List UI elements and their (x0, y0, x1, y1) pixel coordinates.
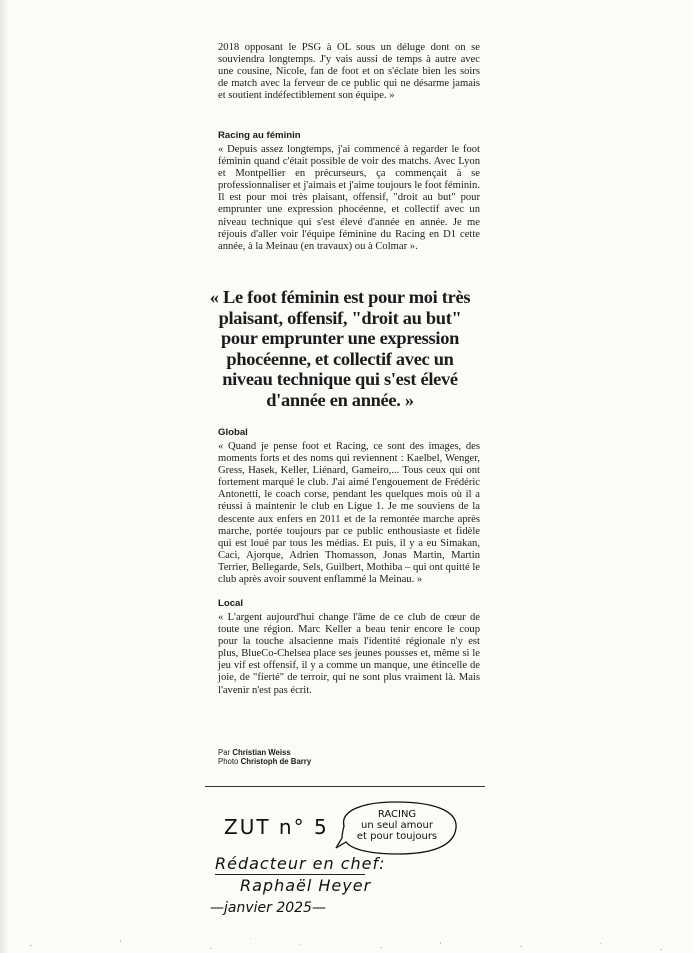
handwritten-magazine-number: ZUT n° 5 (224, 815, 329, 839)
photo-prefix: Photo (218, 757, 239, 766)
credits (218, 748, 480, 766)
bubble-line: et pour toujours (356, 831, 438, 842)
section-racing-feminin (218, 130, 480, 253)
section-paragraph: « Quand je pense foot et Racing, ce sont des images, des moments forts et des noms qui reviennent : Kaelbel, Wenger, Gress, Hasek, Keller, Liénard, Gameiro,... Tous ceux qui ont fortement marqué le club. J'ai aimé l'engouement de Frédéric Antonetti, le coach corse, pendant les quelques mois où il a réussi à maintenir le club en Ligue 1. Je me souviens de la descente aux enfers en 2011 et de la remontée marche après marche, portée toujours par ce public enthousiaste et fidèle qui est loué par tous les médias. Et puis, il y a eu Simakan, Caci, Ajorque, Adrien Thomasson, Jonas Martin, Martin Terrier, Bellegarde, Sels, Guilbert, Mothiba – qui ont quitté le club après avoir souvent enflammé la Meinau. » (218, 441, 480, 586)
section-local (218, 598, 480, 697)
scan-edge-shadow (0, 0, 8, 953)
handwritten-editor-name: Raphaël Heyer (240, 876, 372, 895)
photo-credit (218, 757, 480, 766)
section-paragraph: « Depuis assez longtemps, j'ai commencé à regarder le foot féminin quand c'était possible de voir des matchs. Avec Lyon et Montpellier en précurseurs, ça commençait à se professionnaliser et j'aimais et j'aime toujours le foot féminin. Il est pour moi très plaisant, offensif, "droit au but" pour emprunter une expression phocéenne, et collectif avec un niveau technique qui s'est élevé d'année en année. Je me réjouis d'aller voir l'équipe féminine du Racing en D1 cette année, à la Meinau (en travaux) ou à Colmar ». (218, 144, 480, 252)
author-credit (218, 748, 480, 757)
bubble-text (353, 809, 441, 842)
section-paragraph: « L'argent aujourd'hui change l'âme de ce club de cœur de toute une région. Marc Keller a beau tenir encore le coup pour la touche alsacienne mais l'identité régionale n'y est plus, BlueCo-Chelsea place ses jeunes pousses et, même si le jeu vif est offensif, il y a comme un manque, une étincelle de joie, de "fierté" de terroir, qui ne sont plus vraiment là. Mais l'avenir n'est pas écrit. (218, 612, 480, 696)
bottom-rule (205, 786, 485, 787)
handwritten-date: —janvier 2025— (210, 900, 326, 916)
bubble-line: un seul amour (361, 820, 433, 831)
author-prefix: Par (218, 748, 231, 757)
editor-underline (215, 874, 365, 875)
intro-paragraph: 2018 opposant le PSG à OL sous un déluge dont on se souviendra longtemps. J'y vais aussi de temps à autre avec une cousine, Nicole, fan de foot et on s'éclate bien les soirs de match avec la ferveur de ce public qui ne désarme jamais et soutient indéfectiblement son équipe. » (218, 42, 480, 102)
section-heading: Local (218, 598, 244, 609)
section-heading: Global (218, 427, 248, 438)
author-name: Christian Weiss (232, 748, 291, 757)
article-intro (218, 42, 480, 102)
section-global (218, 427, 480, 586)
pull-quote: « Le foot féminin est pour moi très plaisant, offensif, "droit au but" pour emprunter une expression phocéenne, et collectif avec un niveau technique qui s'est élevé d'année en année. » (209, 287, 471, 410)
bubble-line: RACING (377, 809, 417, 820)
photo-name: Christoph de Barry (240, 757, 312, 766)
section-heading: Racing au féminin (218, 130, 301, 141)
handwritten-editor-label: Rédacteur en chef: (215, 854, 386, 873)
scan-noise (0, 900, 693, 953)
